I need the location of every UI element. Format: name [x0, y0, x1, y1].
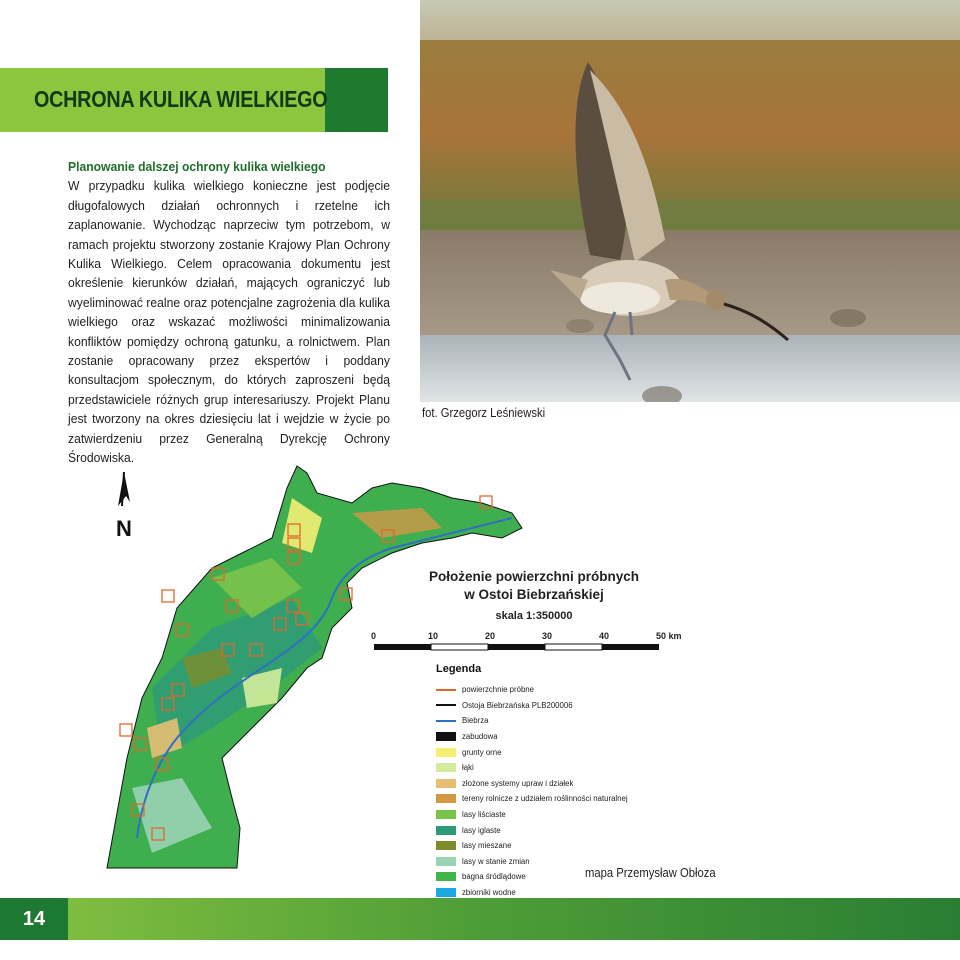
legend-label: lasy iglaste: [462, 825, 501, 835]
scale-tick-label: 30: [542, 631, 553, 641]
legend-label: grunty orne: [462, 747, 502, 757]
page-title: OCHRONA KULIKA WIELKIEGO: [34, 86, 328, 112]
north-arrow-icon: [118, 472, 130, 506]
legend-label: złożone systemy upraw i działek: [462, 778, 574, 788]
legend-item: [436, 760, 696, 776]
legend-label: tereny rolnicze z udziałem roślinności naturalnej: [462, 794, 628, 804]
legend-item: [436, 744, 696, 760]
legend-item: [436, 682, 696, 698]
legend-label: lasy w stanie zmian: [462, 856, 530, 866]
map-scale-label: skala 1:350000: [495, 610, 573, 622]
legend-label: lasy liściaste: [462, 810, 506, 820]
legend-label: zabudowa: [462, 732, 498, 742]
legend-color-swatch: [436, 826, 456, 835]
article-body: W przypadku kulika wielkiego konieczne jest podjęcie długofalowych działań ochronnych i rzetelne ich zaplanowanie. Wychodząc naprzeciw tym potrzebom, w ramach projektu stworzony zostanie Krajowy Plan Ochrony Kulika Wielkiego. Celem opracowania dokumentu jest określenie kierunków działań, mających ograniczyć lub wyeliminować realne oraz potencjalne zagrożenia dla kulika wielkiego oraz wskazać możliwości minimalizowania konfliktów pomiędzy ochroną gatunku, a rolnictwem. Plan zostanie opracowany przez ekspertów i poddany konsultacjom społecznym, do których zaproszeni będą przedstawiciele różnych grup interesariuszy. Projekt Planu jest tworzony na okres dziesięciu lat i wejdzie w życie po zatwierdzeniu przez Generalną Dyrekcję Ochrony Środowiska.: [68, 178, 390, 466]
north-label: N: [116, 516, 132, 541]
article-subtitle: Planowanie dalszej ochrony kulika wielkiego: [68, 159, 326, 174]
legend-label: Biebrza: [462, 716, 489, 726]
scale-tick-label: 40: [599, 631, 610, 641]
legend-item: [436, 838, 696, 854]
legend-color-swatch: [436, 888, 456, 897]
legend-color-swatch: [436, 841, 456, 850]
scale-bar: [368, 626, 688, 652]
legend-label: bagna śródlądowe: [462, 872, 526, 882]
legend-line-symbol: [436, 704, 456, 706]
legend-label: powierzchnie próbne: [462, 685, 534, 695]
legend-color-swatch: [436, 748, 456, 757]
legend-item: [436, 729, 696, 745]
map-caption: mapa Przemysław Obłoza: [585, 866, 716, 880]
scale-tick-label: 10: [428, 631, 439, 641]
map-legend: [436, 663, 696, 900]
legend-label: zbiorniki wodne: [462, 888, 516, 898]
legend-color-swatch: [436, 872, 456, 881]
legend-color-swatch: [436, 794, 456, 803]
legend-color-swatch: [436, 857, 456, 866]
legend-item: [436, 698, 696, 714]
legend-color-swatch: [436, 763, 456, 772]
curlew-photo-icon: [420, 0, 960, 402]
header-accent-block: [325, 68, 388, 132]
scale-tick-label: 20: [485, 631, 496, 641]
article-text: [68, 157, 390, 468]
map-title-line2: w Ostoi Biebrzańskiej: [464, 587, 604, 602]
scale-tick-label: 50 km: [656, 631, 682, 641]
legend-item: [436, 791, 696, 807]
legend-line-symbol: [436, 720, 456, 722]
footer-bar: [68, 898, 960, 940]
legend-color-swatch: [436, 810, 456, 819]
legend-item: [436, 822, 696, 838]
photo-caption: fot. Grzegorz Leśniewski: [422, 406, 546, 420]
scale-tick-label: 0: [371, 631, 377, 641]
legend-color-swatch: [436, 732, 456, 741]
curlew-photo: [420, 0, 960, 402]
legend-label: lasy mieszane: [462, 841, 512, 851]
legend-title: Legenda: [436, 663, 482, 675]
page-number: 14: [22, 908, 46, 930]
legend-item: [436, 776, 696, 792]
map-title: [409, 568, 659, 604]
map-title-line1: Położenie powierzchni próbnych: [428, 569, 640, 584]
legend-line-symbol: [436, 689, 456, 691]
legend-label: Ostoja Biebrzańska PLB200006: [462, 700, 573, 710]
legend-item: [436, 807, 696, 823]
legend-item: [436, 713, 696, 729]
legend-color-swatch: [436, 779, 456, 788]
legend-label: łąki: [462, 763, 474, 773]
